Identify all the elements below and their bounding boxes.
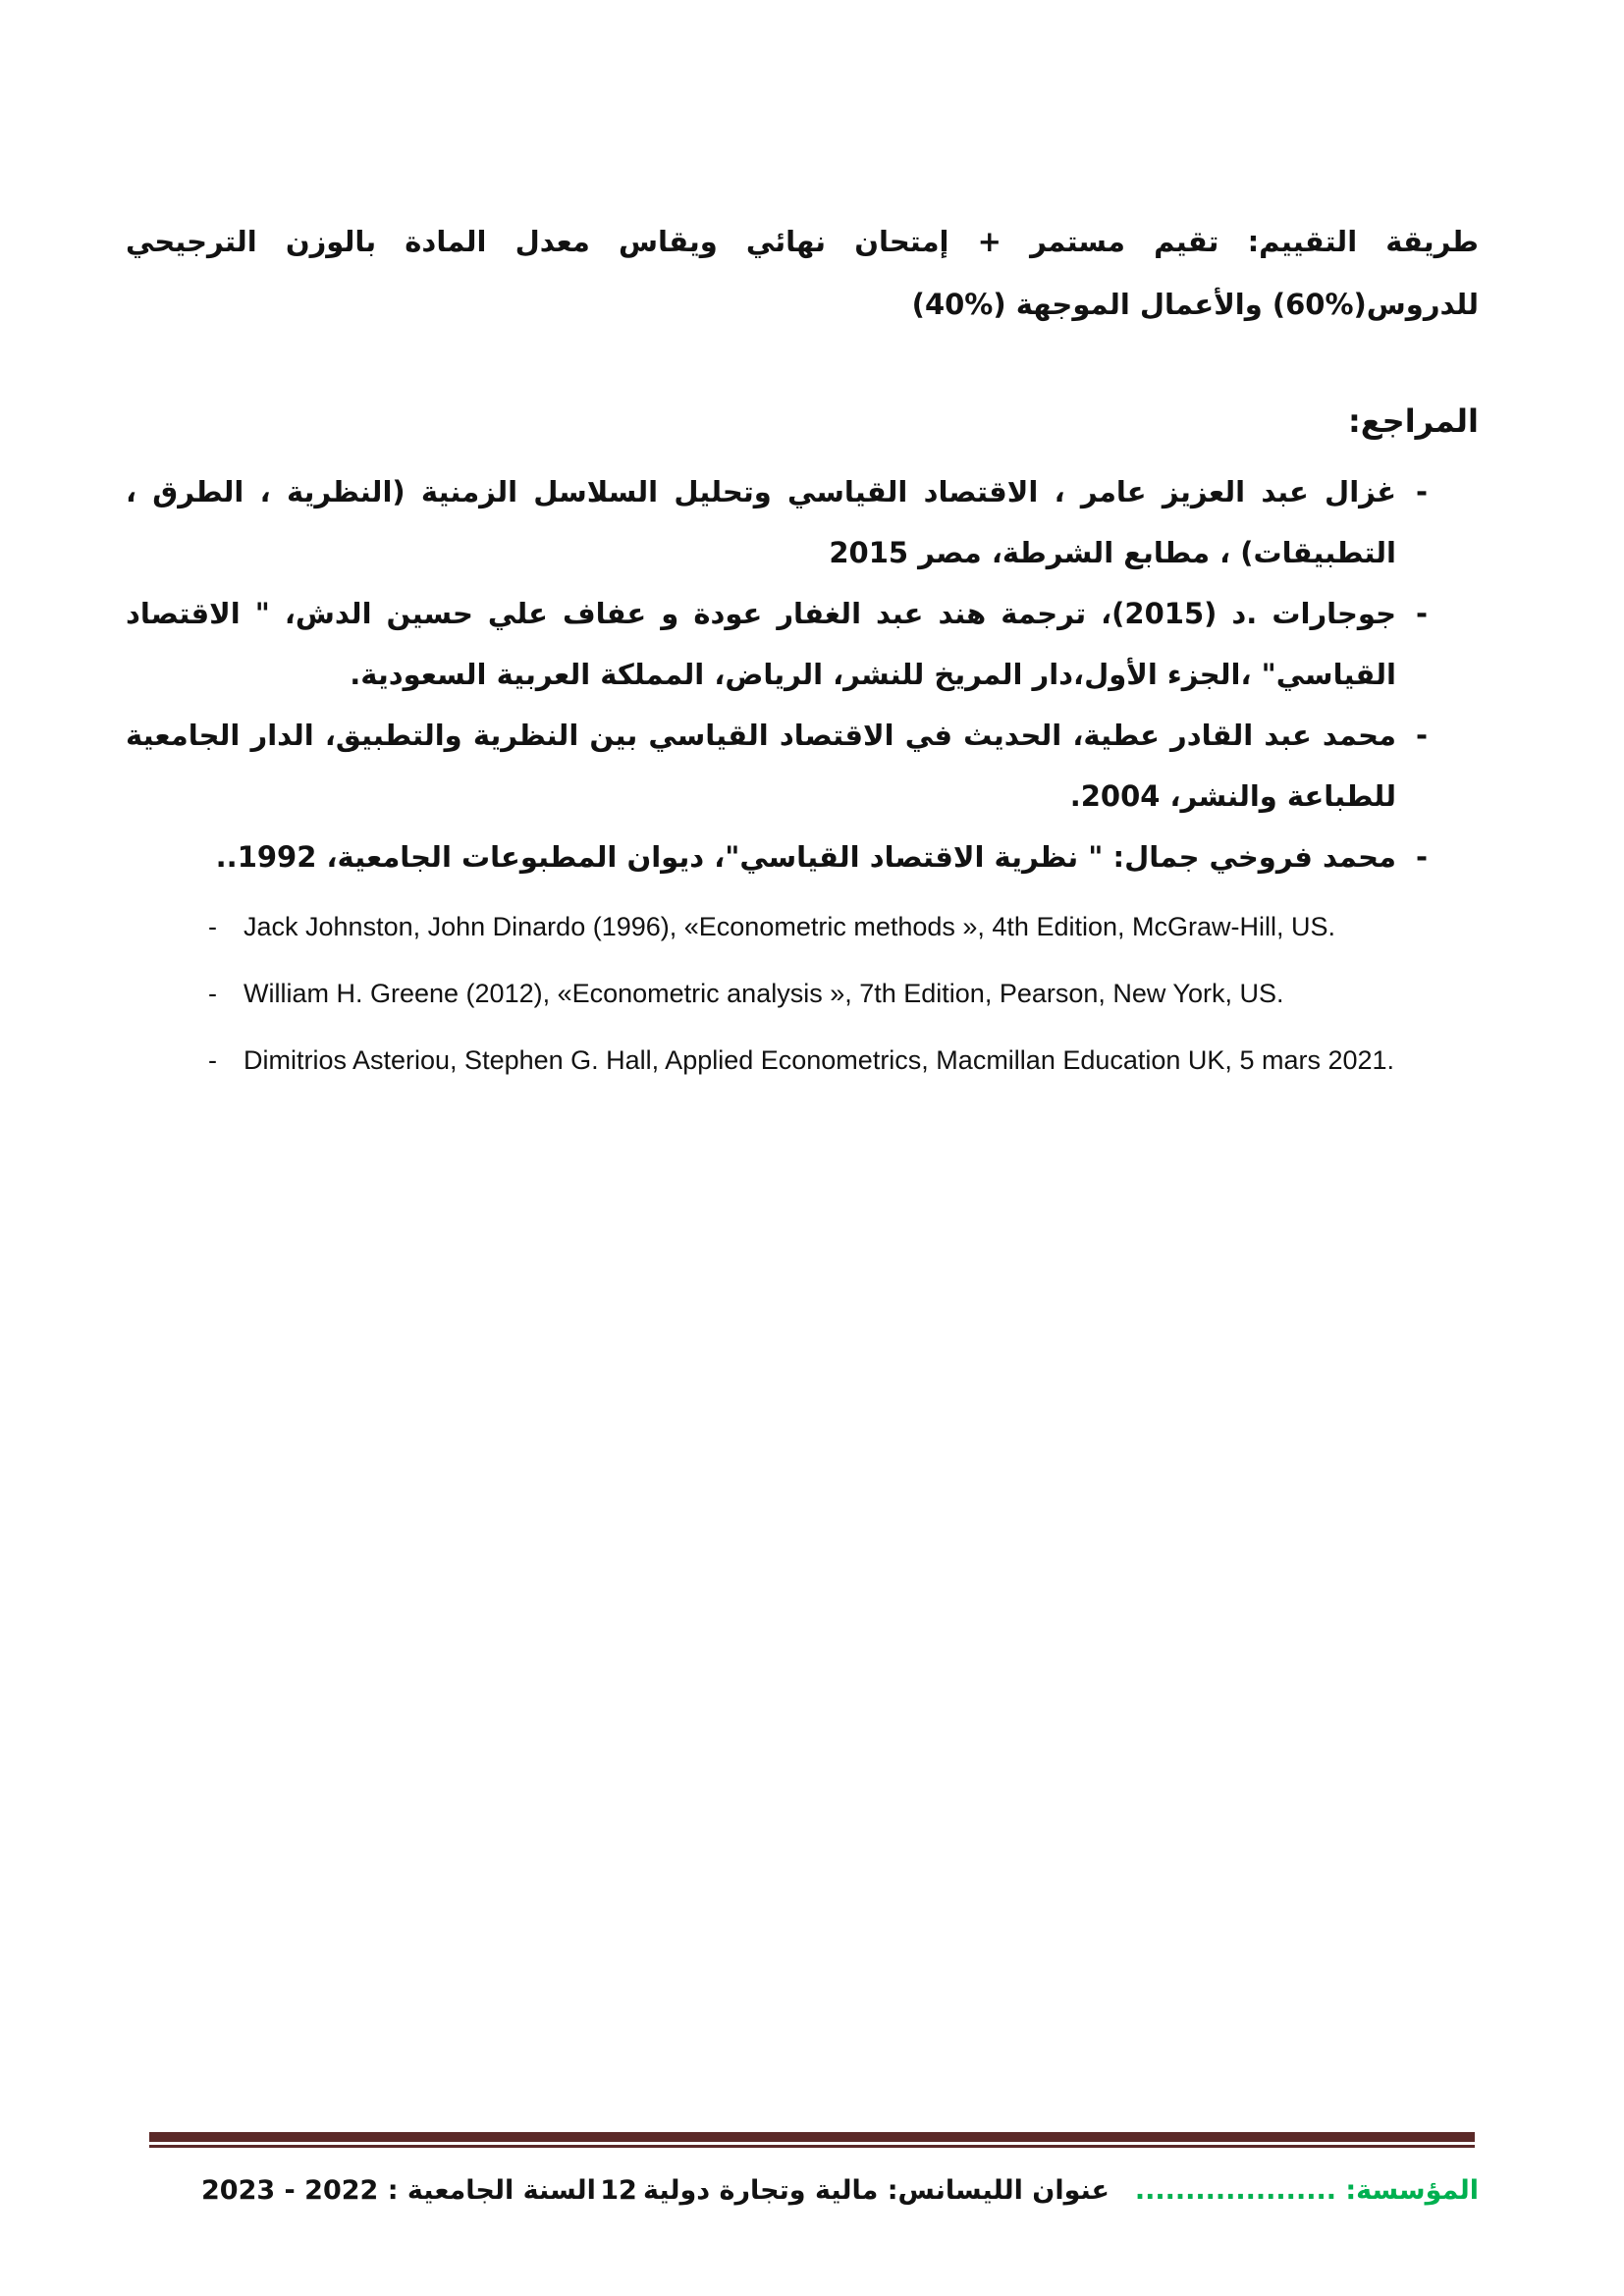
latin-reference-list bbox=[202, 893, 1414, 1094]
institution-label: المؤسسة: bbox=[1345, 2175, 1479, 2206]
academic-year: السنة الجامعية : 2022 - 2023 bbox=[201, 2175, 596, 2206]
reference-item: - جوجارات .د (2015)، ترجمة هند عبد الغفار عودة و عفاف علي حسين الدش، " الاقتصاد القياسي" ،الجزء الأول،دار المريخ للنشر، الرياض، المملكة العربية السعودية. bbox=[126, 583, 1432, 705]
reference-item: - Dimitrios Asteriou, Stephen G. Hall, Applied Econometrics, Macmillan Education UK, 5 mars 2021. bbox=[202, 1027, 1414, 1094]
reference-item: - William H. Greene (2012), «Econometric analysis », 7th Edition, Pearson, New York, US. bbox=[202, 960, 1414, 1027]
arabic-reference-list bbox=[126, 461, 1432, 887]
reference-item: - Jack Johnston, John Dinardo (1996), «Econometric methods », 4th Edition, McGraw-Hill, US. bbox=[202, 893, 1414, 960]
reference-item: - محمد فروخي جمال: " نظرية الاقتصاد القياسي"، ديوان المطبوعات الجامعية، 1992.. bbox=[126, 827, 1432, 887]
reference-item: - محمد عبد القادر عطية، الحديث في الاقتصاد القياسي بين النظرية والتطبيق، الدار الجامعية للطباعة والنشر، 2004. bbox=[126, 705, 1432, 827]
institution-field bbox=[1135, 2175, 1479, 2206]
institution-dots: .................... bbox=[1134, 2175, 1336, 2206]
evaluation-method-paragraph bbox=[126, 210, 1479, 336]
page-footer bbox=[0, 2175, 1624, 2222]
page-content bbox=[126, 210, 1479, 1094]
footer-rule-thick bbox=[149, 2132, 1475, 2142]
evaluation-method-label: طريقة التقييم: bbox=[1247, 225, 1479, 258]
reference-item: - غزال عبد العزيز عامر ، الاقتصاد القياسي وتحليل السلاسل الزمنية (النظرية ، الطرق ، التطبيقات) ، مطابع الشرطة، مصر 2015 bbox=[126, 461, 1432, 583]
footer-rule bbox=[149, 2132, 1475, 2148]
references-heading: المراجع: bbox=[1347, 402, 1479, 440]
footer-rule-thin bbox=[149, 2145, 1475, 2148]
license-title: عنوان الليسانس: مالية وتجارة دولية bbox=[642, 2175, 1110, 2206]
page-number: 12 bbox=[600, 2175, 637, 2206]
evaluation-method-text: تقيم مستمر + إمتحان نهائي ويقاس معدل المادة بالوزن الترجيحي للدروس(%60) والأعمال الموجهة (%40) bbox=[126, 225, 1479, 321]
